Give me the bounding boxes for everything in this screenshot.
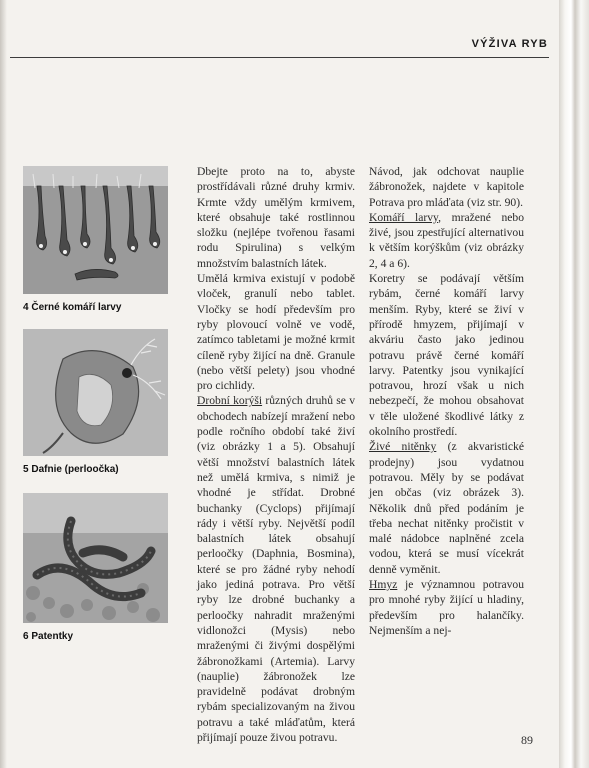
paragraph: Komáří larvy, mražené nebo živé, jsou zpestřující alternativou k větším korýškům (viz obrázky 2, 4 a 6). <box>369 210 524 270</box>
figure-mosquito-larvae <box>23 166 168 313</box>
term-tubifex: Živé nitěnky <box>369 440 437 454</box>
book-spine-shadow <box>0 0 7 768</box>
paragraph: Živé nitěnky (z akvaristické prodejny) jsou vydatnou potravou. Měly by se podávat jen občas (viz obrázek 3). Několik dnů před podáním je třeba nechat nitěnky pročistit v malé nádobce naplněné zcela vodou, která se musí vícekrát denně vyměnit. <box>369 440 524 576</box>
figure-daphnia <box>23 329 168 475</box>
text-column-2 <box>369 164 524 638</box>
term-mosquito-larvae: Komáří larvy <box>369 210 439 224</box>
paragraph: Umělá krmiva existují v podobě vloček, granulí nebo tablet. Vločky se hodí především pro ryby plovoucí volně ve vodě, zatímco tabletami je možné krmit cíleně ryby žijící na dně. Granule (nebo větší pelety) jsou vhodné pro cichlidy. <box>197 272 355 393</box>
figure-caption: 5 Dafnie (perloočka) <box>23 464 119 475</box>
paragraph: Návod, jak odchovat nauplie žábronožek, najdete v kapitole Potrava pro mláďata (viz str. 90). <box>369 165 524 209</box>
paragraph: Drobní korýši různých druhů se v obchodech nabízejí mražení nebo podle ročního období také živí (viz obrázky 1 a 5). Obsahují větší množství balastních látek než umělá krmiva, s nimiž je vhodné je střídat. Drobné buchanky (Cyclops) přijímají rády i větší ryby. Největší podíl balastních látek obsahují perloočky (Daphnia, Bosmina), které se pro žádné ryby nehodí jako jediná potrava. Pro větší ryby lze drobné buchanky a perloočky nahradit mraženými vidlonožci (Mysis) nebo mraženými či živými dospělými žábronožkami (Artemia). Larvy (nauplie) žábronožek lze pravidelně podávat drobným rybám specializovaným na živou potravu a také mláďatům, která přijímají pouze živou potravu. <box>197 394 355 744</box>
figure-caption: 6 Patentky <box>23 631 74 642</box>
header-rule <box>10 57 549 58</box>
page-number: 89 <box>521 733 533 747</box>
page-edge <box>559 0 589 768</box>
paragraph: Dbejte proto na to, abyste prostřídávali různé druhy krmiv. Krmte vždy umělým krmivem, které obsahuje také rostlinnou složku (nejlépe tvořenou řasami rodu Spirulina) s velkým množstvím balastních látek. <box>197 165 355 270</box>
term-crustaceans: Drobní korýši <box>197 394 263 408</box>
figure-bloodworms <box>23 493 168 642</box>
running-header: VÝŽIVA RYB <box>471 38 548 50</box>
paragraph: Hmyz je významnou potravou pro mnohé ryby žijící u hladiny, především pro halančíky. Nejmenším a nej- <box>369 578 524 637</box>
figure-caption: 4 Černé komáří larvy <box>23 302 122 313</box>
paragraph: Koretry se podávají větším rybám, černé komáří larvy menším. Ryby, které se živí v přírodě hmyzem, přijímají v akváriu často jako jedinou potravu právě černé komáří larvy. Patentky jsou vynikající potravou, hrozí však u nich nebezpečí, že mohou obsahovat v těle uložené škodlivé látky z okolního prostředí. <box>369 272 524 439</box>
term-insects: Hmyz <box>369 578 398 592</box>
mosquito-larvae-photo <box>23 166 168 294</box>
text-column-1 <box>197 164 355 745</box>
bloodworm-photo <box>23 493 168 623</box>
daphnia-photo <box>23 329 168 456</box>
